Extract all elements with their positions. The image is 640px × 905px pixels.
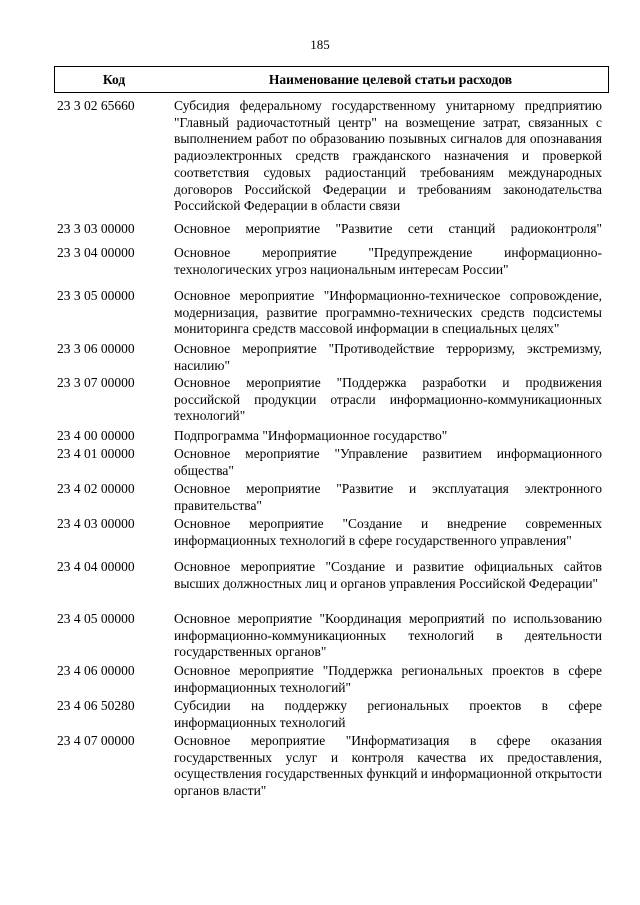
row-name: Основное мероприятие "Координация мероприятий по использованию информационно-коммуникационных технологий в деятельности государственных органов" (174, 611, 602, 660)
row-name: Подпрограмма "Информационное государство" (174, 428, 448, 443)
row-name: Основное мероприятие "Поддержка региональных проектов в сфере информационных технологий" (174, 663, 602, 695)
row-name: Основное мероприятие "Информатизация в сфере оказания государственных услуг и контроля качества их предоставления, осуществления государственных функций и информационной открытости органов власти" (174, 733, 602, 799)
row-name: Основное мероприятие "Создание и внедрение современных информационных технологий в сфере государственного управления" (174, 516, 602, 548)
row-code: 23 3 02 65660 (57, 98, 135, 113)
row-code: 23 4 06 50280 (57, 698, 135, 713)
row-code: 23 3 04 00000 (57, 245, 135, 260)
row-name: Основное мероприятие "Развитие сети станций радиоконтроля" (174, 221, 602, 236)
row-code: 23 3 06 00000 (57, 341, 135, 356)
row-name: Основное мероприятие "Предупреждение информационно-технологических угроз национальным интересам России" (174, 245, 602, 277)
row-name: Субсидия федеральному государственному унитарному предприятию "Главный радиочастотный центр" на возмещение затрат, связанных с выполнением работ по образованию позывных сигналов для опознавания радиоэлектронных средств гражданского назначения и проверкой соответствия судовых радиостанций требованиям международных договоров Российской Федерации и требованиям законодательства Российской Федерации в области связи (174, 98, 602, 214)
column-header-code: Код (102, 71, 126, 87)
row-name: Основное мероприятие "Создание и развитие официальных сайтов высших должностных лиц и органов управления Российской Федерации" (174, 559, 602, 591)
row-code: 23 4 06 00000 (57, 663, 135, 678)
row-name: Основное мероприятие "Управление развитием информационного общества" (174, 446, 602, 478)
row-code: 23 4 04 00000 (57, 559, 135, 574)
row-name: Основное мероприятие "Развитие и эксплуатация электронного правительства" (174, 481, 602, 513)
row-code: 23 4 05 00000 (57, 611, 135, 626)
row-code: 23 3 05 00000 (57, 288, 135, 303)
page-number: 185 (310, 37, 330, 52)
row-name: Основное мероприятие "Информационно-техническое сопровождение, модернизация, развитие программно-технических средств подсистемы мониторинга средств массовой информации в специальных целях" (174, 288, 602, 337)
row-code: 23 3 03 00000 (57, 221, 135, 236)
table-header (54, 66, 609, 93)
row-code: 23 4 00 00000 (57, 428, 135, 443)
row-name: Основное мероприятие "Противодействие терроризму, экстремизму, насилию" (174, 341, 602, 373)
row-code: 23 3 07 00000 (57, 375, 135, 390)
row-code: 23 4 01 00000 (57, 446, 135, 461)
row-name: Субсидии на поддержку региональных проектов в сфере информационных технологий (174, 698, 602, 730)
column-header-name: Наименование целевой статьи расходов (268, 71, 513, 87)
row-code: 23 4 02 00000 (57, 481, 135, 496)
row-name: Основное мероприятие "Поддержка разработки и продвижения российской продукции отрасли информационно-коммуникационных технологий" (174, 375, 602, 424)
row-code: 23 4 03 00000 (57, 516, 135, 531)
row-code: 23 4 07 00000 (57, 733, 135, 748)
